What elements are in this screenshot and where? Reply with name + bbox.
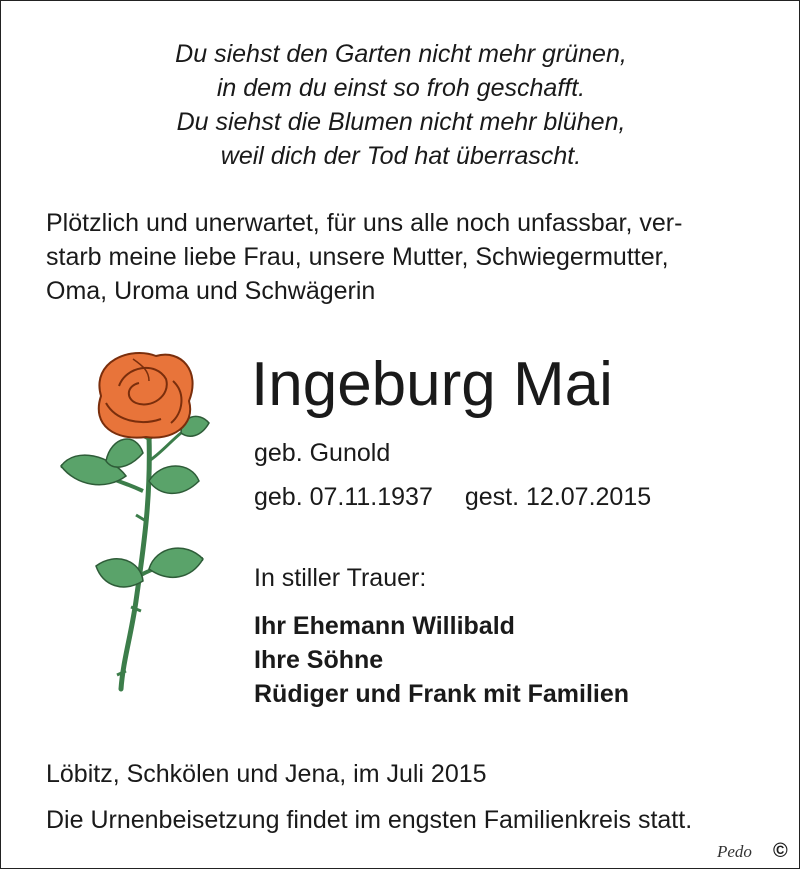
death-date: gest. 12.07.2015 (464, 483, 652, 511)
rose-leaf (149, 466, 199, 493)
announcement-line: Plötzlich und unerwartet, für uns alle noch unfassbar, ver- (46, 209, 683, 237)
rose-petal (99, 353, 193, 438)
life-dates (254, 481, 651, 513)
signature: Pedo (717, 842, 752, 861)
mourner-entry: Ihr Ehemann Willibald (254, 612, 515, 640)
birth-date: geb. 07.11.1937 (254, 483, 433, 511)
rose-icon (31, 341, 231, 701)
announcement-line: Oma, Uroma und Schwägerin (46, 277, 376, 305)
rose-thorn (117, 515, 146, 675)
mourner-entry: Rüdiger und Frank mit Familien (254, 680, 630, 708)
rose-leaf (149, 548, 203, 577)
burial-note: Die Urnenbeisetzung findet im engsten Familienkreis statt. (46, 806, 693, 834)
copyright-symbol: © (773, 840, 788, 862)
poem (1, 37, 800, 173)
rose-leaf (106, 439, 143, 467)
mourners-list (254, 609, 629, 711)
poem-line: weil dich der Tod hat überrascht. (220, 142, 582, 170)
poem-line: in dem du einst so froh geschafft. (216, 74, 586, 102)
rose-leaf (96, 559, 143, 587)
mourner-entry: Ihre Söhne (254, 646, 384, 674)
announcement-line: starb meine liebe Frau, unsere Mutter, Schwiegermutter, (46, 243, 669, 271)
announcement-text (46, 206, 756, 308)
deceased-name: Ingeburg Mai (251, 350, 613, 419)
birth-name: geb. Gunold (254, 439, 391, 467)
poem-line: Du siehst die Blumen nicht mehr blühen, (176, 108, 626, 136)
poem-line: Du siehst den Garten nicht mehr grünen, (175, 40, 627, 68)
mourning-heading: In stiller Trauer: (254, 564, 427, 592)
place-date: Löbitz, Schkölen und Jena, im Juli 2015 (46, 760, 487, 788)
